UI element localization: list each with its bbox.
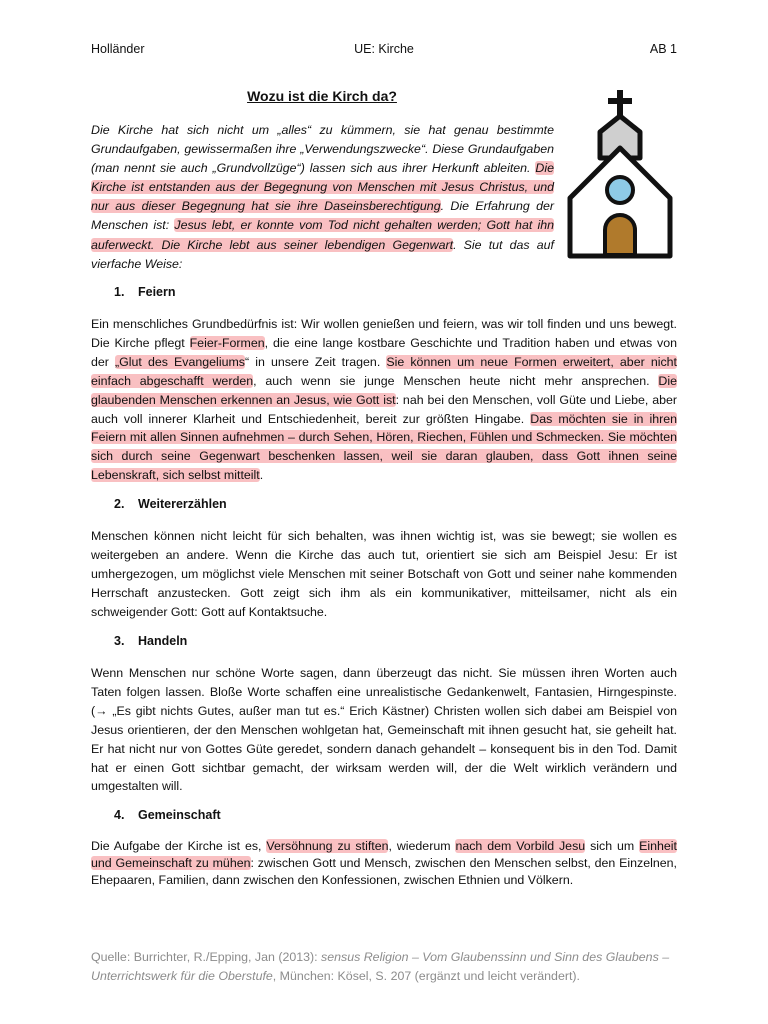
source-prefix: Quelle: Burrichter, R./Epping, Jan (2013):	[91, 950, 322, 964]
section-heading-gemeinschaft	[114, 808, 221, 822]
church-icon	[566, 88, 674, 260]
church-door	[605, 215, 635, 255]
highlight-run: Versöhnung zu stiften	[266, 839, 389, 853]
highlight-run: „Glut des Evangeliums	[115, 354, 245, 369]
section-number: 1.	[114, 285, 125, 299]
intro-text-1: Die Kirche hat sich nicht um „alles“ zu kümmern, sie hat genau bestimmte Grundaufgaben, gewissermaßen ihre „Verwendungszwecke“. Diese Grundaufgaben (man nennt sie auch „Grundvollzüge“) lassen sich aus ihrer Herkunft ableiten.	[91, 123, 554, 176]
section-number: 3.	[114, 634, 125, 648]
highlight-run: Feier-Formen	[189, 335, 265, 350]
section-title: Handeln	[138, 634, 188, 648]
section-title: Gemeinschaft	[138, 808, 221, 822]
text-run: , die eine lange kostbare Geschichte und Tradition haben und etwas von der	[91, 335, 677, 369]
highlight-run: nach dem Vorbild Jesu	[455, 839, 586, 853]
text-run: , auch wenn sie junge Menschen heute nicht mehr ansprechen.	[253, 373, 659, 388]
text-run: , wiederum	[388, 839, 456, 853]
section-heading-handeln	[114, 634, 187, 648]
intro-text-2: . Die Erfahrung der Menschen ist:	[91, 199, 554, 233]
intro-highlight-2: Jesus lebt, er konnte vom Tod nicht gehalten werden; Gott hat ihn auferweckt. Die Kirche lebt aus seiner lebendigen Gegenwart	[91, 218, 554, 252]
header-author: Holländer	[91, 42, 145, 56]
section-text-handeln: Wenn Menschen nur schöne Worte sagen, dann überzeugt das nicht. Sie müssen ihren Worten auch Taten folgen lassen. Bloße Worte schaffen eine unrealistische Gedankenwelt, Fantasien, Hirngespinste. (→ „Es gibt nichts Gutes, außer man tut es.“ Erich Kästner) Christen wollen sich dabei am Beispiel von Jesus orientieren, der den Menschen wohlgetan hat, Gemeinschaft mit ihnen gesucht hat, sie geheilt hat. Er hat nicht nur von Gottes Güte geredet, sondern danach gehandelt – konsequent bis in den Tod. Damit hat er einen Gott sichtbar gemacht, der wirksam werden will, der die Welt wirklich verändern und umgestalten will.	[91, 666, 677, 794]
section-number: 4.	[114, 808, 125, 822]
section-heading-weitererzaehlen	[114, 497, 227, 511]
highlight-run: Die glaubenden Menschen erkennen an Jesus, wie Gott ist	[91, 373, 677, 407]
section-number: 2.	[114, 497, 125, 511]
section-title: Weitererzählen	[138, 497, 227, 511]
section-title: Feiern	[138, 285, 176, 299]
section-text-weitererzaehlen: Menschen können nicht leicht für sich behalten, was ihnen wichtig ist, was sie bewegt; sie wollen es weitergeben an andere. Wenn die Kirche das auch tut, orientiert sie sich am Beispiel Jesu: Er ist umhergezogen, um möglichst viele Menschen mit seiner Botschaft von Gott und seiner nahe kommenden Herrschaft anzustecken. Gott zeigt sich ihm als ein kommunikativer, mitteilsamer, nicht als ein schweigender Gott: Gott auf Kontaktsuche.	[91, 529, 677, 619]
header-unit: UE: Kirche	[354, 42, 414, 56]
text-run: .	[259, 468, 264, 483]
text-run: “ in unsere Zeit tragen.	[244, 354, 387, 369]
text-run: Die Aufgabe der Kirche ist es,	[91, 839, 267, 853]
section-text-gemeinschaft	[91, 838, 677, 889]
intro-paragraph	[91, 121, 554, 274]
church-window	[607, 177, 633, 203]
text-run: : nah bei den Menschen, voll Güte und Liebe, aber auch voll innerer Klarheit und Entschiedenheit, bereit zur größten Hingabe.	[91, 392, 677, 426]
highlight-run: Sie können um neue Formen erweitert, aber nicht einfach abgeschafft werden	[91, 354, 677, 388]
cross-horizontal	[608, 98, 632, 104]
highlight-run: Das möchten sie in ihren Feiern mit allen Sinnen aufnehmen – durch Sehen, Hören, Riechen, Fühlen und Schmecken. Sie möchten sich durch seine Gegenwart beschenken lassen, weil sie daran glauben, dass Gott ihnen seine Lebenskraft, sich selbst mitteilt	[91, 411, 678, 483]
section-text-feiern	[91, 315, 677, 485]
text-run: : zwischen Gott und Mensch, zwischen den Menschen selbst, den Einzelnen, Ehepaaren, Familien, dann zwischen den Konfessionen, zwischen Ethnien und Völkern.	[91, 856, 677, 887]
highlight-run: Einheit und Gemeinschaft zu mühen	[91, 839, 677, 870]
header-sheet: AB 1	[649, 42, 677, 56]
intro-highlight-1: Die Kirche ist entstanden aus der Begegnung von Menschen mit Jesus Christus, und nur aus dieser Begegnung hat sie ihre Daseinsberechtigung	[91, 161, 554, 214]
intro-text-3: . Sie tut das auf vierfache Weise:	[91, 237, 554, 271]
text-run: Ein menschliches Grundbedürfnis ist: Wir wollen genießen und feiern, was wir toll finden und uns bewegt. Die Kirche pflegt	[91, 317, 677, 350]
text-run: sich um	[585, 839, 640, 853]
section-heading-feiern	[114, 285, 176, 299]
source-citation	[91, 948, 681, 985]
source-suffix: , München: Kösel, S. 207 (ergänzt und leicht verändert).	[272, 968, 580, 983]
source-title: sensus Religion – Vom Glaubenssinn und Sinn des Glaubens – Unterrichtswerk für die Oberstufe	[91, 950, 670, 983]
page-title: Wozu ist die Kirch da?	[247, 88, 397, 104]
